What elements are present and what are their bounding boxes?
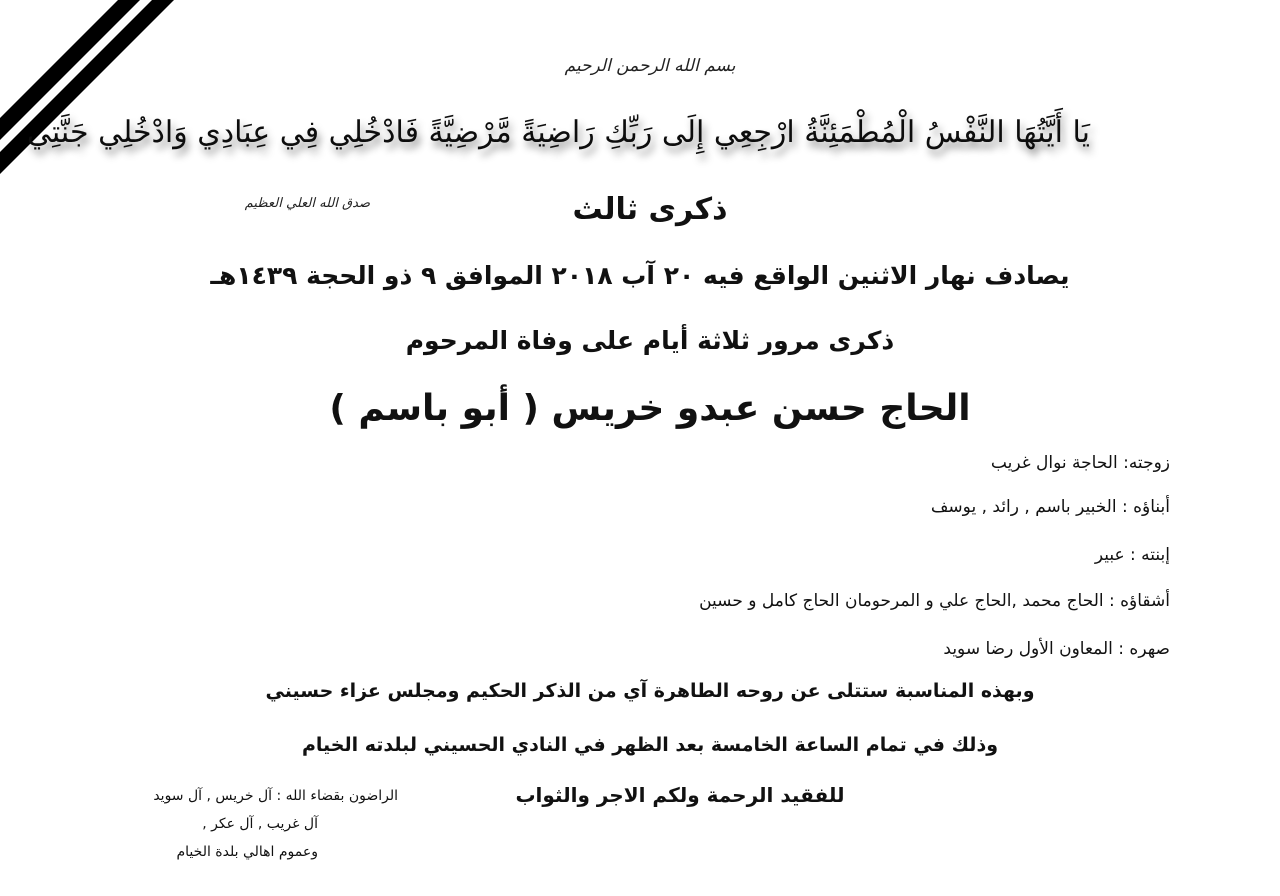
announcement-paragraph: وبهذه المناسبة ستتلى عن روحه الطاهرة آي من الذكر الحكيم ومجلس عزاء حسيني: [265, 680, 1035, 702]
date-line: يصادف نهار الاثنين الواقع فيه ٢٠ آب ٢٠١٨ الموافق ٩ ذو الحجة ١٤٣٩هـ: [210, 261, 1070, 290]
quran-verse: يَا أَيَّتُهَا النَّفْسُ الْمُطْمَئِنَّةُ ارْجِعِي إِلَى رَبِّكِ رَاضِيَةً مَّرْضِيَّةً فَادْخُلِي فِي عِبَادِي وَادْخُلِي جَنَّتِي: [26, 115, 1090, 150]
closing-line: للفقيد الرحمة ولكم الاجر والثواب: [515, 783, 845, 807]
family-son-in-law: صهره : المعاون الأول رضا سويد: [943, 639, 1170, 659]
family-wife: زوجته: الحاجة نوال غريب: [990, 453, 1170, 473]
sadaq-allah: صدق الله العلي العظيم: [244, 196, 370, 211]
family-brothers: أشقاؤه : الحاج محمد ,الحاج علي و المرحومان الحاج كامل و حسين: [699, 591, 1170, 611]
family-daughter: إبنته : عبير: [1094, 545, 1170, 565]
basmala: بسم الله الرحمن الرحيم: [564, 56, 736, 76]
family-sons: أبناؤه : الخبير باسم , رائد , يوسف: [930, 497, 1170, 517]
time-place-paragraph: وذلك في تمام الساعة الخامسة بعد الظهر في النادي الحسيني لبلدته الخيام: [301, 734, 998, 756]
mourners-line-1: الراضون بقضاء الله : آل خريس , آل سويد: [153, 788, 398, 804]
mourners-line-2: آل غريب , آل عكر ,: [202, 816, 318, 832]
mourners-block: [20, 782, 398, 866]
memory-line: ذكرى مرور ثلاثة أيام على وفاة المرحوم: [405, 326, 895, 355]
page-title: ذكرى ثالث: [572, 192, 728, 227]
deceased-name: الحاج حسن عبدو خريس ( أبو باسم ): [329, 388, 971, 429]
mourners-line-3: وعموم اهالي بلدة الخيام: [176, 844, 318, 860]
